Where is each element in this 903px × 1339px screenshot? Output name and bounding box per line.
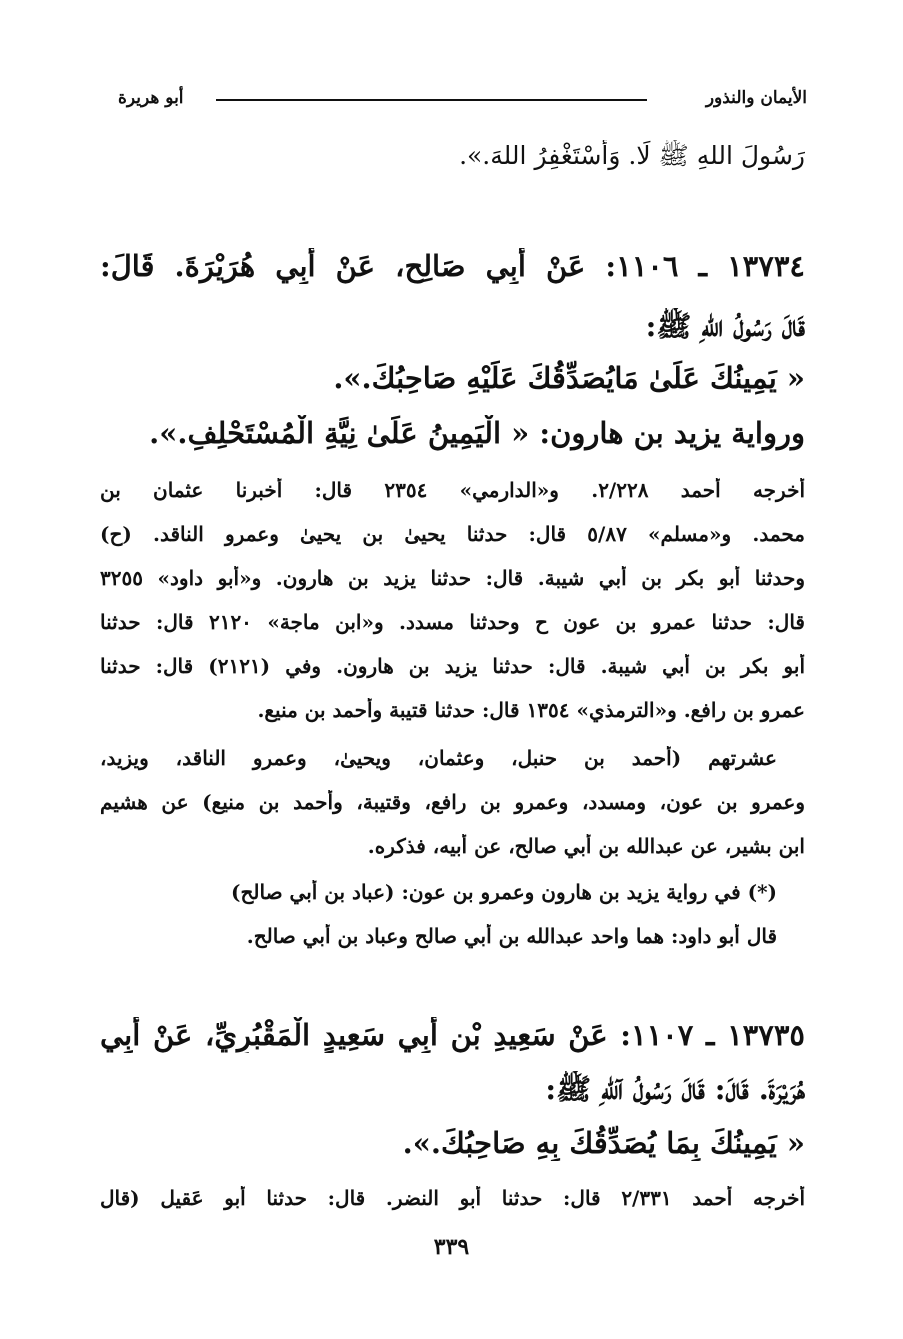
takhrij-line-2: محمد. و«مسلم» ٥/٨٧ قال: حدثنا يحيىٰ بن يحيىٰ وعمرو الناقد. (ح) [100,522,805,546]
footnote-line: (*) في رواية يزيد بن هارون وعمرو بن عون: (عباد بن أبي صالح) [231,880,777,904]
header-narrator: أبو هريرة [118,88,184,108]
summary-line-1: عشرتهم (أحمد بن حنبل، وعثمان، ويحيىٰ، وعمرو الناقد، ويزيد، [100,746,777,770]
hadith-13734-isnad: قَالَ رَسُولُ اللهِ ﷺ: [645,309,805,343]
takhrij-13735-line: أخرجه أحمد ٢/٣٣١ قال: حدثنا أبو النضر. قال: حدثنا أبو عَقيل (قال [100,1186,805,1210]
hadith-13735-heading: ١٣٧٣٥ ـ ١١٠٧: عَنْ سَعِيدِ بْنِ أَبِي سَعِيدٍ الْمَقْبُرِيِّ، عَنْ أَبِي [100,1018,805,1052]
abu-dawud-note: قال أبو داود: هما واحد عبدالله بن أبي صالح وعباد بن أبي صالح. [246,924,777,948]
takhrij-line-1: أخرجه أحمد ٢/٢٢٨. و«الدارمي» ٢٣٥٤ قال: أخبرنا عثمان بن [100,478,805,502]
summary-line-2: وعمرو بن عون، ومسدد، وعمرو بن رافع، وقتيبة، وأحمد بن منيع) عن هشيم [100,790,805,814]
takhrij-line-4: قال: حدثنا عمرو بن عون ح وحدثنا مسدد. و«ابن ماجة» ٢١٢٠ قال: حدثنا [100,610,805,634]
takhrij-line-3: وحدثنا أبو بكر بن أبي شيبة. قال: حدثنا يزيد بن هارون. و«أبو داود» ٣٢٥٥ [100,566,805,590]
hadith-13734-variant: ورواية يزيد بن هارون: « الْيَمِينُ عَلَىٰ نِيَّةِ الْمُسْتَحْلِفِ.». [149,416,805,450]
summary-line-3: ابن بشير، عن عبدالله بن أبي صالح، عن أبيه، فذكره. [367,834,805,858]
hadith-13734-matn: « يَمِينُكَ عَلَىٰ مَايُصَدِّقُكَ عَلَيْهِ صَاحِبُكَ.». [333,361,805,395]
hadith-13734-heading: ١٣٧٣٤ ـ ١١٠٦: عَنْ أَبِي صَالِحٍ، عَنْ أَبِي هُرَيْرَةَ. قَالَ: [100,249,805,283]
takhrij-line-6: عمرو بن رافع. و«الترمذي» ١٣٥٤ قال: حدثنا قتيبة وأحمد بن منيع. [257,698,805,722]
hadith-continuation-line: رَسُولَ اللهِ ﷺ لَا. وَأَسْتَغْفِرُ اللهَ.». [459,141,805,170]
hadith-13735-isnad: هُرَيْرَةَ. قَالَ: قَالَ رَسُولُ آللهِ ﷺ: [545,1072,805,1106]
header-rule [216,99,647,101]
hadith-13735-matn: « يَمِينُكَ بِمَا يُصَدِّقُكَ بِهِ صَاحِبُكَ.». [402,1126,805,1160]
running-header [118,86,807,114]
page-number: ٣٣٩ [433,1234,470,1260]
takhrij-line-5: أبو بكر بن أبي شيبة. قال: حدثنا يزيد بن هارون. وفي (٢١٢١) قال: حدثنا [100,654,805,678]
header-book-title: الأيمان والنذور [705,88,807,108]
